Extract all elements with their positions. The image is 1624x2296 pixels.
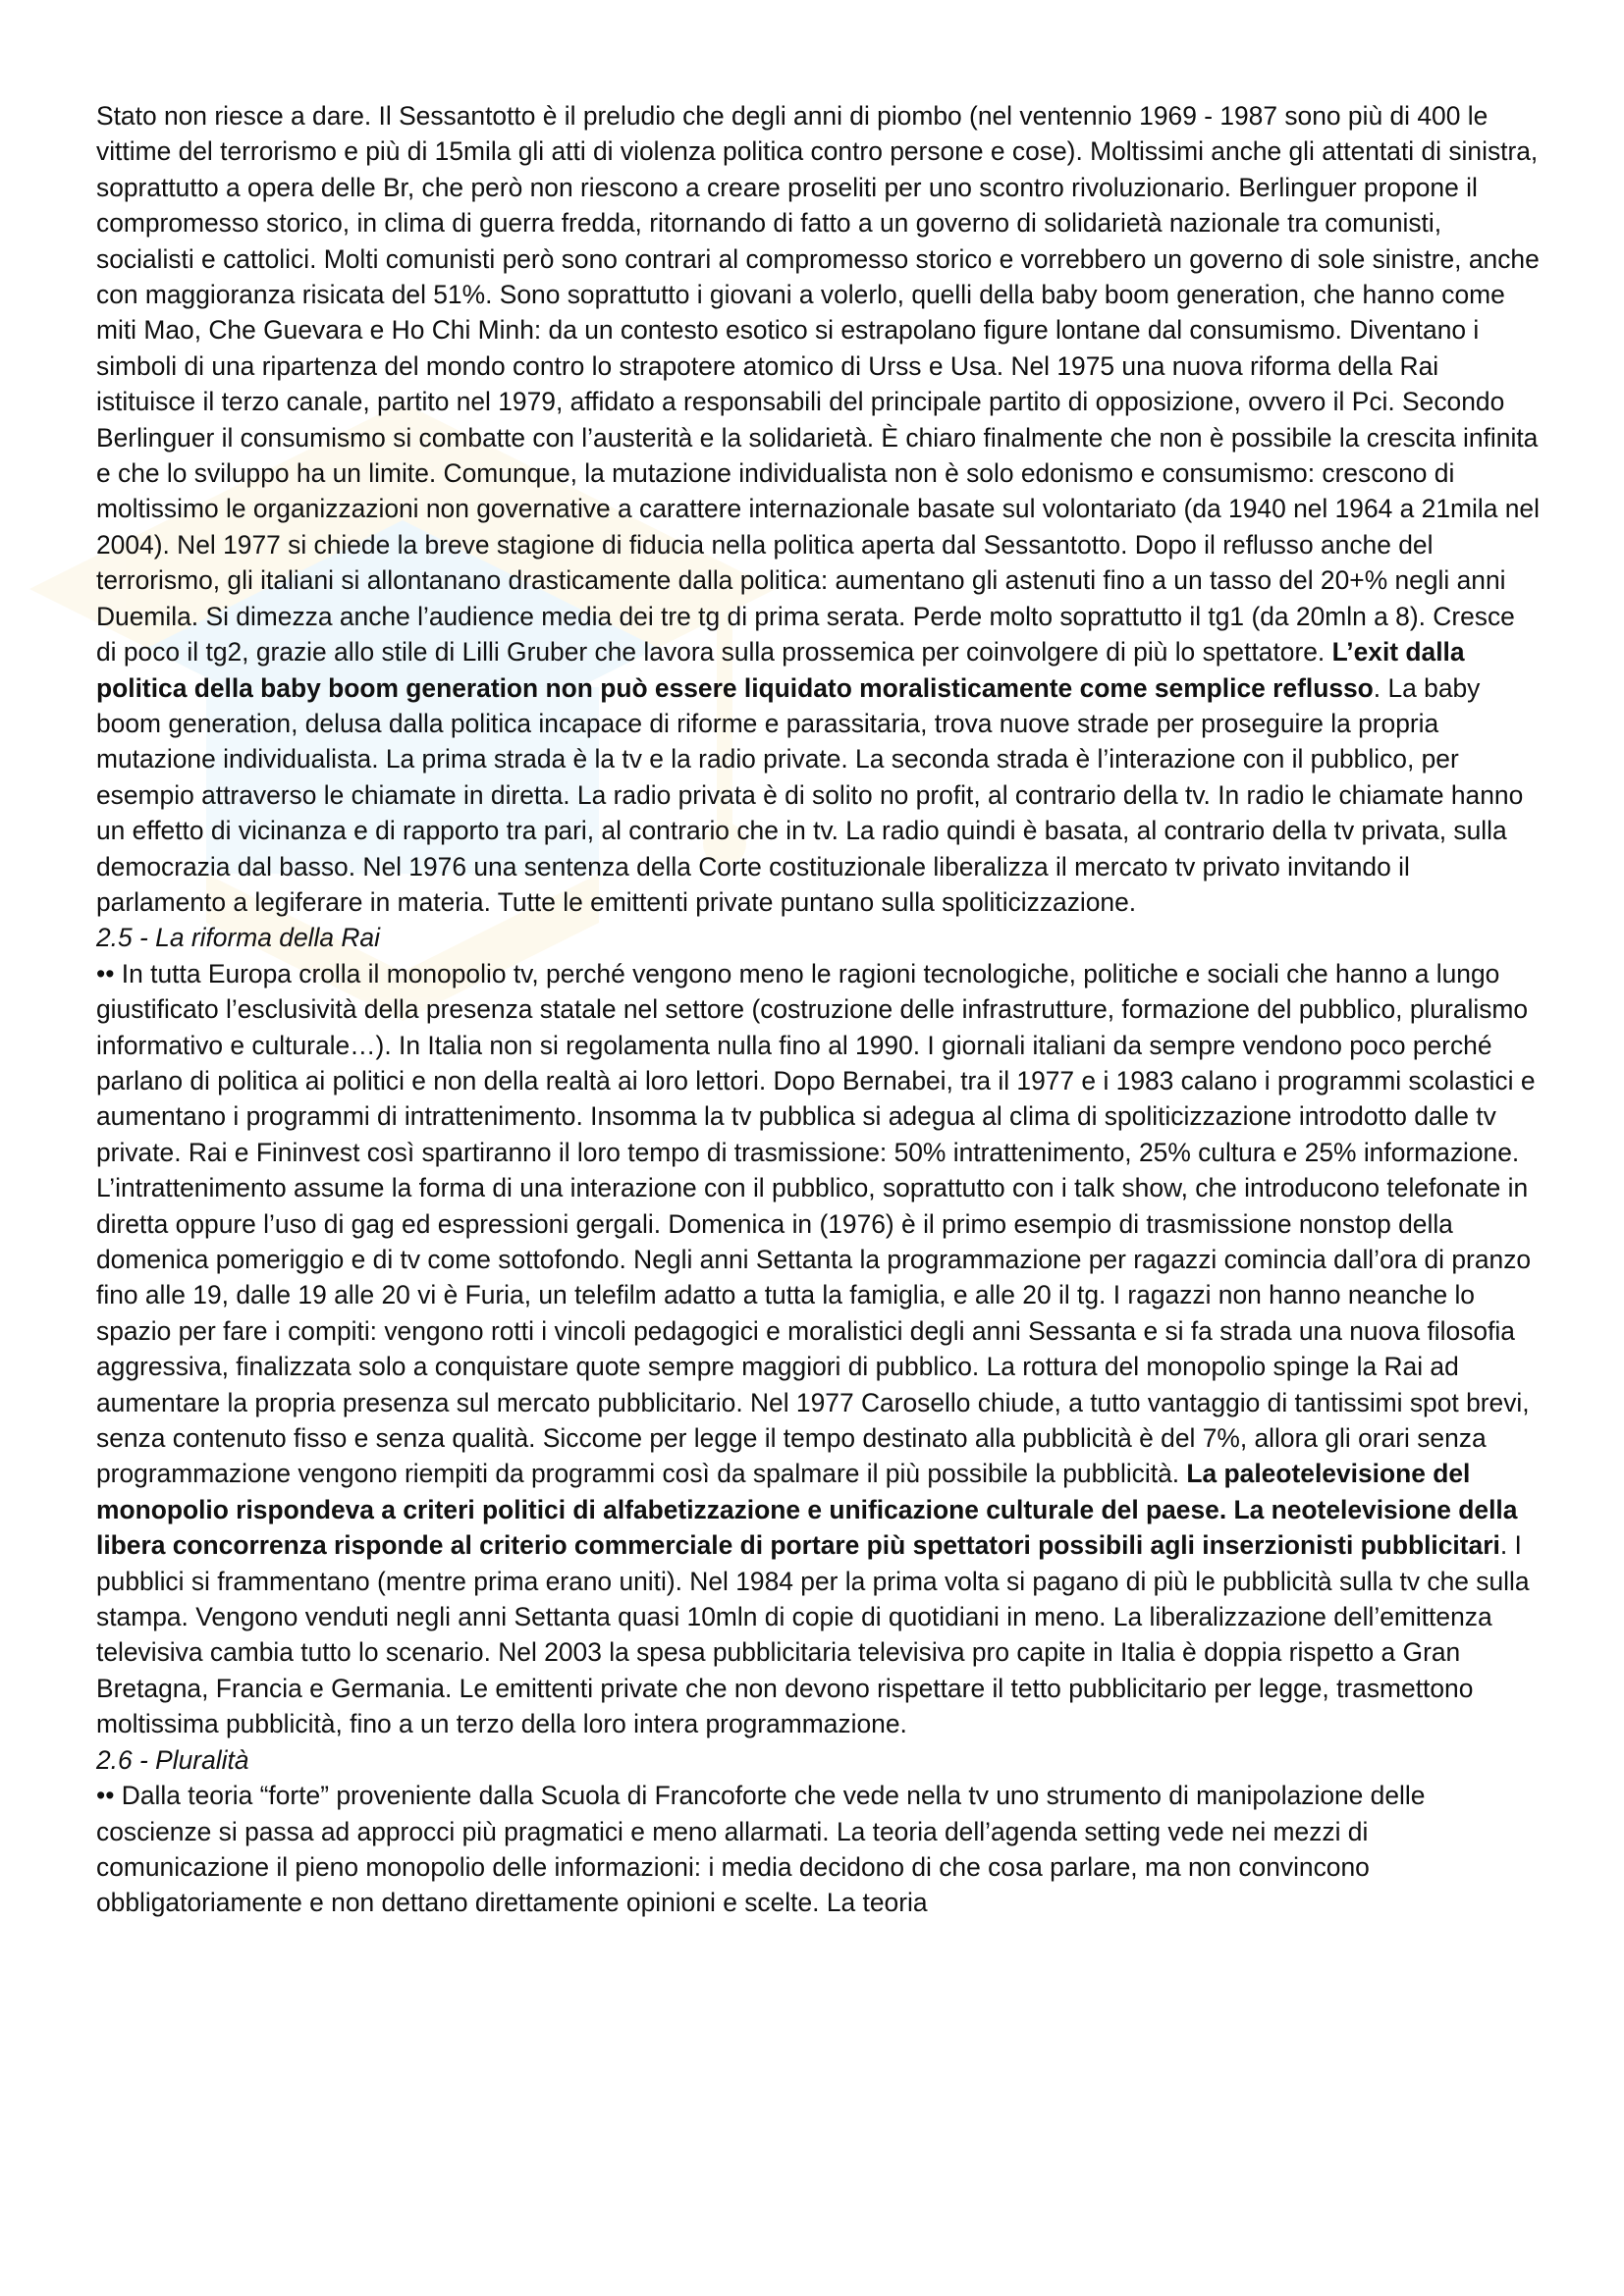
section-heading-2-6: 2.6 - Pluralità [96,1744,249,1775]
paragraph-plurality [96,1778,1540,1921]
section-heading-2-5: 2.5 - La riforma della Rai [96,923,380,953]
paragraph-intro-text: Stato non riesce a dare. Il Sessantotto è il preludio che degli anni di piombo (nel ventennio 1969 - 1987 sono più di 400 le vittime del terrorismo e più di 15mila gli atti di violenza politica contro persone e cose). Moltissimi anche gli attentati di sinistra, soprattutto a opera delle Br, che però non riescono a creare proseliti per uno scontro rivoluzionario. Berlinguer propone il compromesso storico, in clima di guerra fredda, ritornando di fatto a un governo di solidarietà nazionale tra comunisti, socialisti e cattolici. Molti comunisti però sono contrari al compromesso storico e vorrebbero un governo di sole sinistre, anche con maggioranza risicata del 51%. Sono soprattutto i giovani a volerlo, quelli della baby boom generation, che hanno come miti Mao, Che Guevara e Ho Chi Minh: da un contesto esotico si estrapolano figure lontane dal consumismo. Diventano i simboli di una ripartenza del mondo contro lo strapotere atomico di Urss e Usa. Nel 1975 una nuova riforma della Rai istituisce il terzo canale, partito nel 1979, affidato a responsabili del principale partito di opposizione, ovvero il Pci. Secondo Berlinguer il consumismo si combatte con l’austerità e la solidarietà. È chiaro finalmente che non è possibile la crescita infinita e che lo sviluppo ha un limite. Comunque, la mutazione individualista non è solo edonismo e consumismo: crescono di moltissimo le organizzazioni non governative a carattere internazionale basate sul volontariato (da 1940 nel 1964 a 21mila nel 2004). Nel 1977 si chiede la breve stagione di fiducia nella politica aperta dal Sessantotto. Dopo il reflusso anche del terrorismo, gli italiani si allontanano drasticamente dalla politica: aumentano gli astenuti fino a un tasso del 20+% negli anni Duemila. Si dimezza anche l’audience media dei tre tg di prima serata. Perde molto soprattutto il tg1 (da 20mln a 8). Cresce di poco il tg2, grazie allo stile di Lilli Gruber che lavora sulla prossemica per coinvolgere di più lo spettatore. [96,101,1540,667]
paragraph-intro [96,98,1540,920]
paragraph-rai-reform-text-end: . I pubblici si frammentano (mentre prima erano uniti). Nel 1984 per la prima volta si pagano di più le pubblicità sulla tv che sulla stampa. Vengono venduti negli anni Settanta quasi 10mln di copie di quotidiani in meno. La liberalizzazione dell’emittenza televisiva cambia tutto lo scenario. Nel 2003 la spesa pubblicitaria televisiva pro capite in Italia è doppia rispetto a Gran Bretagna, Francia e Germania. Le emittenti private che non devono rispettare il tetto pubblicitario per legge, trasmettono moltissima pubblicità, fino a un terzo della loro intera programmazione. [96,1530,1530,1739]
paragraph-plurality-text: •• Dalla teoria “forte” proveniente dalla Scuola di Francoforte che vede nella tv uno strumento di manipolazione delle coscienze si passa ad approcci più pragmatici e meno allarmati. La teoria dell’agenda setting vede nei mezzi di comunicazione il pieno monopolio delle informazioni: i media decidono di che cosa parlare, ma non convincono obbligatoriamente e non dettano direttamente opinioni e scelte. La teoria [96,1781,1426,1918]
document-body [96,98,1540,1921]
paragraph-intro-text-end: . La baby boom generation, delusa dalla politica incapace di riforme e parassitaria, trova nuove strade per proseguire la propria mutazione individualista. La prima strada è la tv e la radio private. La seconda strada è l’interazione con il pubblico, per esempio attraverso le chiamate in diretta. La radio privata è di solito no profit, al contrario della tv. In radio le chiamate hanno un effetto di vicinanza e di rapporto tra pari, al contrario che in tv. La radio quindi è basata, al contrario della tv privata, sulla democrazia dal basso. Nel 1976 una sentenza della Corte costituzionale liberalizza il mercato tv privato invitando il parlamento a legiferare in materia. Tutte le emittenti private puntano sulla spoliticizzazione. [96,672,1524,917]
paragraph-rai-reform-bold: La paleotelevisione del monopolio rispondeva a criteri politici di alfabetizzazione e unificazione culturale del paese. La neotelevisione della libera concorrenza risponde al criterio commerciale di portare più spettatori possibili agli inserzionisti pubblicitari [96,1459,1518,1561]
paragraph-rai-reform-text: •• In tutta Europa crolla il monopolio tv, perché vengono meno le ragioni tecnologiche, politiche e sociali che hanno a lungo giustificato l’esclusività della presenza statale nel settore (costruzione delle infrastrutture, formazione del pubblico, pluralismo informativo e culturale…). In Italia non si regolamenta nulla fino al 1990. I giornali italiani da sempre vendono poco perché parlano di politica ai politici e non della realtà ai loro lettori. Dopo Bernabei, tra il 1977 e i 1983 calano i programmi scolastici e aumentano i programmi di intrattenimento. Insomma la tv pubblica si adegua al clima di spoliticizzazione introdotto dalle tv private. Rai e Fininvest così spartiranno il loro tempo di trasmissione: 50% intrattenimento, 25% cultura e 25% informazione. L’intrattenimento assume la forma di una interazione con il pubblico, soprattutto con i talk show, che introducono telefonate in diretta oppure l’uso di gag ed espressioni gergali. Domenica in (1976) è il primo esempio di trasmissione nonstop della domenica pomeriggio e di tv come sottofondo. Negli anni Settanta la programmazione per ragazzi comincia dall’ora di pranzo fino alle 19, dalle 19 alle 20 vi è Furia, un telefilm adatto a tutta la famiglia, e alle 20 il tg. I ragazzi non hanno neanche lo spazio per fare i compiti: vengono rotti i vincoli pedagogici e moralistici degli anni Sessanta e si fa strada una nuova filosofia aggressiva, finalizzata solo a conquistare quote sempre maggiori di pubblico. La rottura del monopolio spinge la Rai ad aumentare la propria presenza sul mercato pubblicitario. Nel 1977 Carosello chiude, a tutto vantaggio di tantissimi spot brevi, senza contenuto fisso e senza qualità. Siccome per legge il tempo destinato alla pubblicità è del 7%, allora gli orari senza programmazione vengono riempiti da programmi così da spalmare il più possibile la pubblicità. [96,958,1536,1489]
paragraph-intro-bold: L’exit dalla politica della baby boom generation non può essere liquidato moralisticamente come semplice reflusso [96,637,1465,703]
paragraph-rai-reform [96,956,1540,1742]
